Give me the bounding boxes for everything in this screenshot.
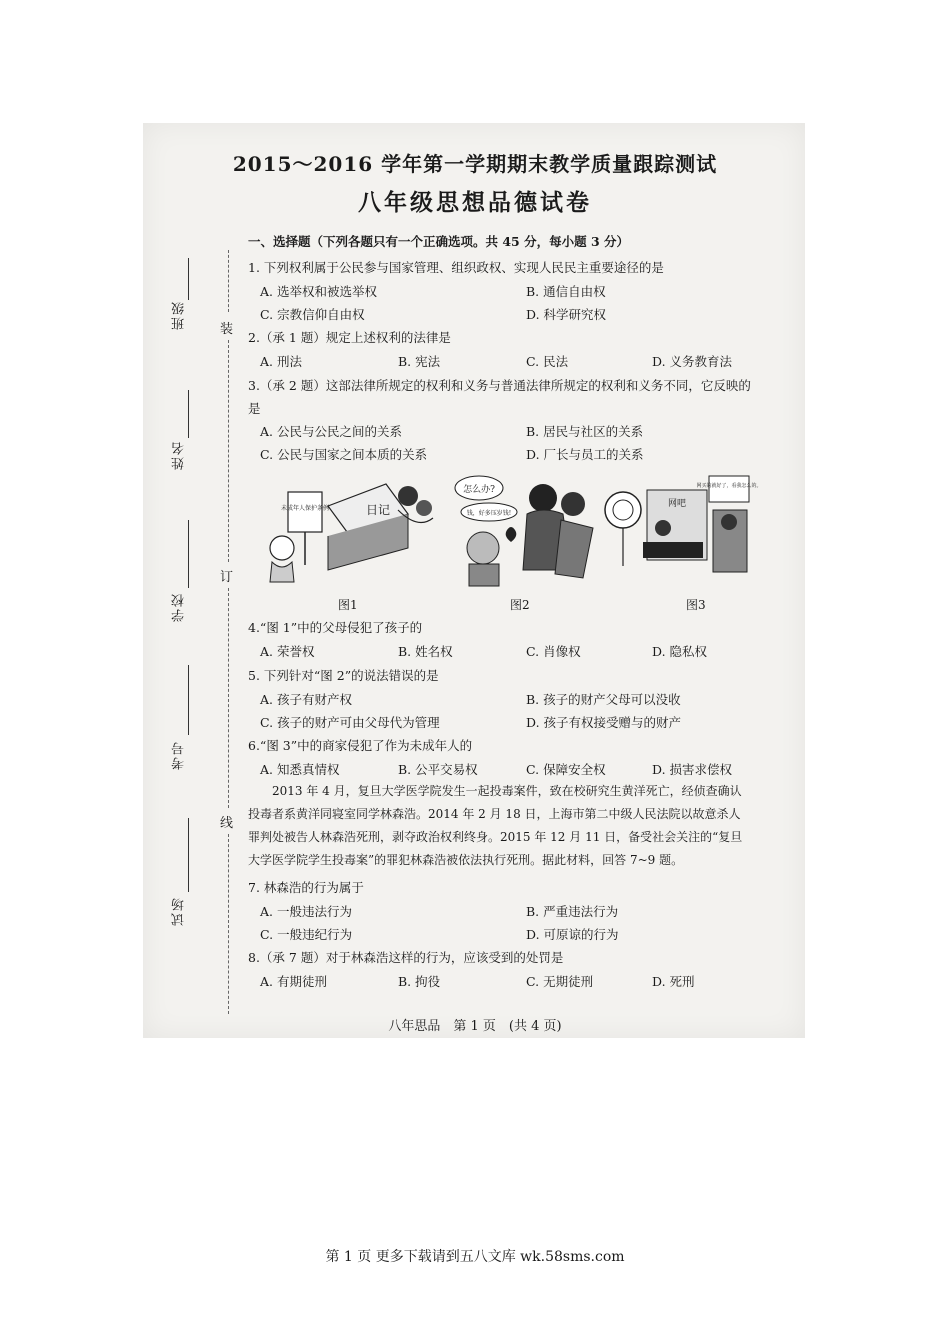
question-3-option-b: B. 居民与社区的关系 [526,424,644,439]
question-4-option-c: C. 肖像权 [526,644,581,659]
figure-3-bubble-text: 网买的就好了，看我怎么的。 [696,483,762,489]
question-4-option-b: B. 姓名权 [398,644,453,659]
binding-dash [228,340,229,562]
question-7-option-b: B. 严重违法行为 [526,904,619,919]
exam-room-label: 试场 [172,896,187,926]
name-line [188,390,189,438]
question-1-stem: 1. 下列权利属于公民参与国家管理、组织政权、实现人民民主重要途径的是 [248,260,664,275]
binding-dash [228,834,229,1014]
question-7-stem: 7. 林森浩的行为属于 [248,880,364,895]
cartoon-figures [258,470,762,612]
question-2-stem: 2.（承 1 题）规定上述权利的法律是 [248,330,451,345]
question-5-option-a: A. 孩子有财产权 [260,692,352,707]
bind-mark-ding: 订 [220,570,234,585]
question-8-option-c: C. 无期徒刑 [526,974,594,989]
bind-mark-zhuang: 装 [220,322,234,337]
name-label: 姓名 [172,440,187,470]
figure-2-cartoon [443,470,603,588]
exam-title: 2015～2016 学年第一学期期末教学质量跟踪测试 [232,152,718,176]
school-label: 学校 [172,592,187,622]
question-1-option-d: D. 科学研究权 [526,307,607,322]
question-7-option-a: A. 一般违法行为 [260,904,352,919]
question-3-stem: 3.（承 2 题）这部法律所规定的权利和义务与普通法律所规定的权利和义务不同，它反映的 [248,378,751,393]
scan-page-footer: 八年思品 第 1 页 (共 4 页) [388,1019,562,1034]
exam-number-line [188,665,189,735]
school-line [188,520,189,588]
exam-number-label: 考号 [172,740,187,770]
figure-2-caption: 图2 [510,598,530,612]
figure-1-book-text: 日记 [366,503,391,517]
question-5-option-c: C. 孩子的财产可由父母代为管理 [260,715,440,730]
figure-3-cartoon [603,470,762,588]
question-8-option-d: D. 死刑 [652,974,695,989]
question-5-option-d: D. 孩子有权接受赠与的财产 [526,715,682,730]
exam-subtitle: 八年级思想品德试卷 [358,189,592,216]
question-6-option-c: C. 保障安全权 [526,762,606,777]
question-4-stem: 4.“图 1”中的父母侵犯了孩子的 [248,620,423,635]
binding-dash [228,250,229,312]
question-1-option-a: A. 选举权和被选举权 [260,284,377,299]
bind-mark-xian: 线 [220,816,234,831]
question-6-option-b: B. 公平交易权 [398,762,478,777]
question-7-option-d: D. 可原谅的行为 [526,927,619,942]
figure-1-cartoon [258,470,438,588]
question-2-option-b: B. 宪法 [398,354,441,369]
question-3-option-c: C. 公民与国家之间本质的关系 [260,447,428,462]
class-label: 班级 [172,300,187,330]
section-heading: 一、选择题（下列各题只有一个正确选项。共 45 分，每小题 3 分） [248,234,630,249]
document-page-footer: 第 1 页 更多下载请到五八文库 wk.58sms.com [325,1249,625,1265]
question-2-option-a: A. 刑法 [260,354,302,369]
question-3-stem-continued: 是 [248,401,261,416]
question-7-option-c: C. 一般违纪行为 [260,927,353,942]
question-4-option-a: A. 荣誉权 [260,644,315,659]
question-1-option-c: C. 宗教信仰自由权 [260,307,365,322]
question-3-option-a: A. 公民与公民之间的关系 [260,424,402,439]
question-5-stem: 5. 下列针对“图 2”的说法错误的是 [248,668,439,683]
question-8-option-b: B. 拘役 [398,974,441,989]
exam-room-line [188,818,189,892]
question-8-option-a: A. 有期徒刑 [260,974,327,989]
class-line [188,258,189,300]
passage-line-2: 投毒者系黄洋同寝室同学林森浩。2014 年 2 月 18 日，上海市第二中级人民法院以故意杀人 [248,807,741,821]
question-2-option-d: D. 义务教育法 [652,354,733,369]
question-6-stem: 6.“图 3”中的商家侵犯了作为未成年人的 [248,738,473,753]
question-3-option-d: D. 厂长与员工的关系 [526,447,644,462]
figure-2-bubble-money: 钱，好多压岁钱! [466,510,512,517]
figure-3-sign-text: 网吧 [667,499,687,509]
figure-1-caption: 图1 [338,598,358,612]
question-4-option-d: D. 隐私权 [652,644,708,659]
figure-2-bubble-text: 怎么办? [463,485,495,495]
question-5-option-b: B. 孩子的财产父母可以没收 [526,692,681,707]
question-6-option-d: D. 损害求偿权 [652,762,733,777]
figure-1-sign-text: 未成年人保护条例 [280,505,330,512]
question-8-stem: 8.（承 7 题）对于林森浩这样的行为，应该受到的处罚是 [248,950,564,965]
question-1-option-b: B. 通信自由权 [526,284,606,299]
question-6-option-a: A. 知悉真情权 [260,762,340,777]
passage-line-1: 2013 年 4 月，复旦大学医学院发生一起投毒案件，致在校研究生黄洋死亡，经侦查确认 [272,784,742,798]
figure-3-caption: 图3 [686,598,706,612]
binding-dash [228,588,229,808]
question-2-option-c: C. 民法 [526,354,569,369]
passage-line-3: 罪判处被告人林森浩死刑，剥夺政治权利终身。2015 年 12 月 11 日，备受社会关注的“复旦 [248,830,743,844]
passage-line-4: 大学医学院学生投毒案”的罪犯林森浩被依法执行死刑。据此材料，回答 7~9 题。 [248,853,684,867]
